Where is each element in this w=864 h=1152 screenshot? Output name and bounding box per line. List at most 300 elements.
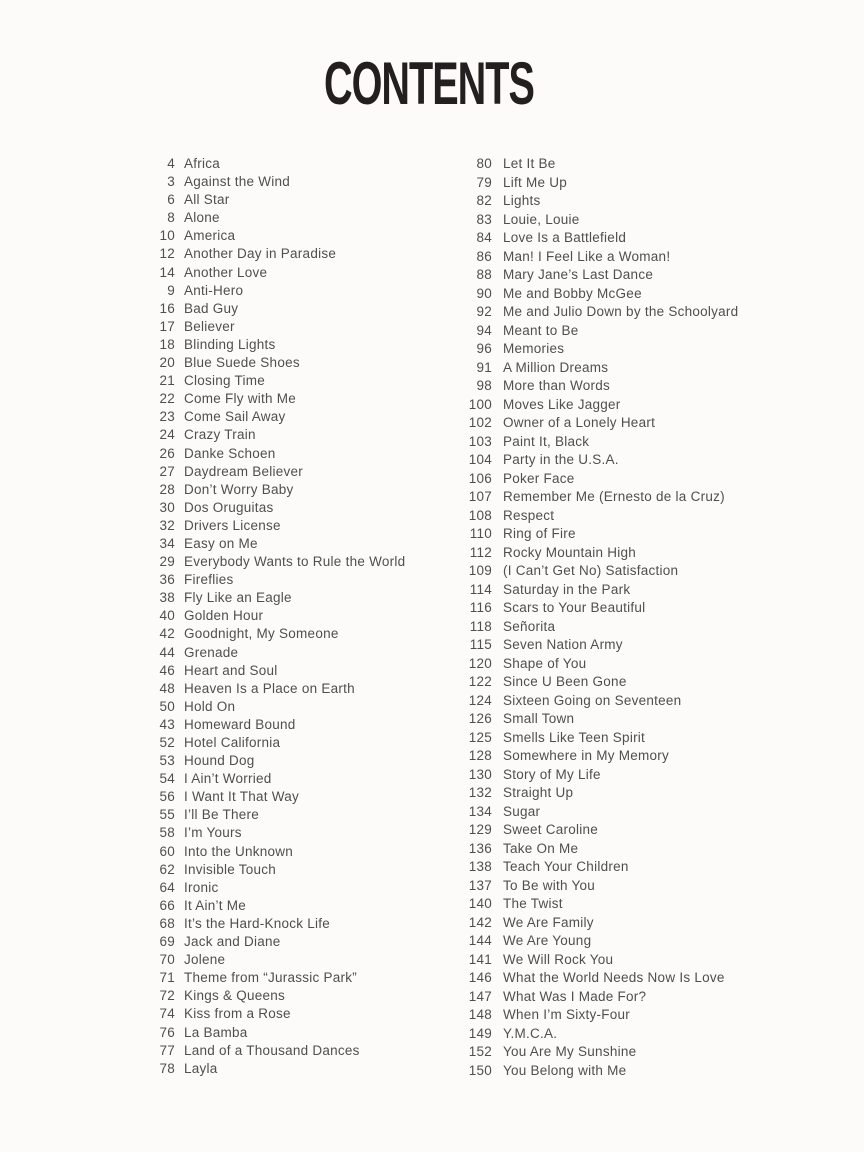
toc-song-title: Poker Face bbox=[503, 470, 575, 486]
toc-entry bbox=[132, 861, 405, 879]
toc-page-number: 28 bbox=[159, 481, 175, 497]
toc-page-number: 104 bbox=[468, 452, 492, 467]
toc-entry bbox=[132, 463, 405, 481]
toc-page-number: 102 bbox=[468, 415, 492, 430]
toc-song-title: Paint It, Black bbox=[503, 433, 590, 449]
toc-song-title: Sixteen Going on Seventeen bbox=[503, 692, 682, 708]
toc-song-title: Dos Oruguitas bbox=[184, 499, 274, 515]
toc-entry bbox=[450, 248, 738, 267]
toc-page-number: 140 bbox=[468, 896, 492, 911]
toc-page-number: 94 bbox=[476, 322, 492, 338]
toc-page-number: 124 bbox=[468, 692, 492, 708]
toc-song-title: Daydream Believer bbox=[184, 463, 304, 479]
toc-entry bbox=[132, 426, 405, 444]
toc-page-number: 82 bbox=[476, 193, 492, 208]
toc-song-title: Story of My Life bbox=[503, 766, 601, 782]
toc-entry bbox=[450, 988, 738, 1007]
toc-page-number: 69 bbox=[159, 934, 175, 950]
toc-song-title: It’s the Hard-Knock Life bbox=[184, 915, 331, 931]
toc-song-title: America bbox=[184, 228, 236, 244]
toc-page-number: 14 bbox=[159, 264, 175, 280]
toc-entry bbox=[450, 1043, 738, 1062]
toc-page-number: 128 bbox=[468, 748, 492, 763]
toc-entry bbox=[450, 747, 738, 766]
toc-page-number: 142 bbox=[468, 914, 492, 930]
toc-entry bbox=[450, 969, 738, 988]
toc-song-title: All Star bbox=[184, 192, 230, 208]
toc-page-number: 27 bbox=[159, 463, 175, 479]
toc-page-number: 30 bbox=[159, 499, 175, 515]
toc-song-title: Teach Your Children bbox=[503, 859, 629, 874]
toc-page-number: 120 bbox=[468, 655, 492, 671]
toc-page-number: 147 bbox=[468, 988, 492, 1004]
toc-entry bbox=[450, 155, 738, 174]
toc-entry bbox=[132, 571, 405, 589]
toc-entry bbox=[450, 525, 738, 544]
toc-entry bbox=[450, 229, 738, 248]
toc-song-title: Goodnight, My Someone bbox=[184, 626, 339, 642]
toc-song-title: Moves Like Jagger bbox=[503, 396, 621, 412]
toc-page-number: 71 bbox=[159, 970, 175, 986]
toc-song-title: Golden Hour bbox=[184, 608, 264, 624]
toc-page-number: 62 bbox=[159, 861, 175, 877]
toc-entry bbox=[450, 174, 738, 193]
toc-entry bbox=[132, 915, 405, 933]
toc-entry bbox=[132, 408, 405, 426]
toc-entry bbox=[132, 227, 405, 245]
toc-entry bbox=[132, 264, 405, 282]
toc-song-title: The Twist bbox=[503, 896, 563, 911]
toc-page-number: 83 bbox=[476, 211, 492, 227]
toc-song-title: Respect bbox=[503, 507, 555, 523]
toc-page-number: 132 bbox=[468, 785, 492, 800]
toc-page-number: 10 bbox=[159, 228, 175, 244]
toc-page-number: 26 bbox=[159, 445, 175, 461]
toc-entry bbox=[450, 803, 738, 822]
toc-page-number: 116 bbox=[469, 600, 492, 615]
toc-entry bbox=[450, 636, 738, 655]
toc-entry bbox=[450, 285, 738, 304]
toc-page-number: 79 bbox=[476, 174, 492, 190]
toc-entry bbox=[132, 390, 405, 408]
toc-song-title: Owner of a Lonely Heart bbox=[503, 415, 656, 430]
toc-entry bbox=[132, 589, 405, 607]
toc-song-title: Drivers License bbox=[184, 517, 281, 533]
toc-page-number: 152 bbox=[468, 1044, 492, 1059]
toc-page-number: 56 bbox=[159, 789, 175, 805]
toc-entry bbox=[132, 445, 405, 463]
toc-entry bbox=[132, 933, 405, 951]
toc-page-number: 130 bbox=[468, 766, 492, 782]
toc-song-title: Against the Wind bbox=[184, 174, 291, 190]
toc-page-number: 46 bbox=[159, 662, 175, 678]
toc-entry bbox=[132, 1005, 405, 1023]
toc-song-title: Me and Bobby McGee bbox=[503, 285, 642, 301]
toc-column-right bbox=[450, 155, 738, 1080]
toc-song-title: When I’m Sixty-Four bbox=[503, 1007, 631, 1022]
toc-entry bbox=[450, 710, 738, 729]
toc-entry bbox=[132, 644, 405, 662]
toc-song-title: I’m Yours bbox=[184, 825, 242, 841]
toc-song-title: Blue Suede Shoes bbox=[184, 355, 300, 371]
toc-entry bbox=[450, 303, 738, 322]
toc-entry bbox=[450, 618, 738, 637]
toc-page-number: 122 bbox=[468, 674, 492, 689]
toc-page-number: 18 bbox=[159, 336, 175, 352]
toc-song-title: Man! I Feel Like a Woman! bbox=[503, 248, 671, 264]
toc-page-number: 76 bbox=[159, 1024, 175, 1040]
toc-entry bbox=[132, 1024, 405, 1042]
toc-entry bbox=[450, 858, 738, 877]
toc-entry bbox=[450, 340, 738, 359]
toc-song-title: We Will Rock You bbox=[503, 951, 614, 967]
toc-page-number: 150 bbox=[468, 1062, 492, 1078]
toc-page-number: 4 bbox=[167, 156, 175, 171]
toc-song-title: Another Love bbox=[184, 264, 268, 280]
toc-song-title: Kiss from a Rose bbox=[184, 1006, 291, 1022]
toc-song-title: Ironic bbox=[184, 879, 219, 895]
toc-page-number: 86 bbox=[476, 248, 492, 264]
toc-song-title: Hold On bbox=[184, 698, 236, 714]
toc-page-number: 114 bbox=[469, 581, 492, 597]
toc-song-title: What the World Needs Now Is Love bbox=[503, 970, 725, 985]
toc-page-number: 84 bbox=[476, 230, 492, 245]
toc-entry bbox=[450, 692, 738, 711]
toc-song-title: I Ain’t Worried bbox=[184, 771, 272, 787]
toc-song-title: Love Is a Battlefield bbox=[503, 230, 627, 245]
toc-song-title: Straight Up bbox=[503, 785, 574, 800]
toc-entry bbox=[132, 173, 405, 191]
toc-entry bbox=[450, 895, 738, 914]
toc-page-number: 141 bbox=[468, 951, 492, 967]
toc-song-title: I’ll Be There bbox=[184, 807, 260, 823]
toc-page-number: 38 bbox=[159, 590, 175, 606]
toc-page-number: 80 bbox=[476, 156, 492, 171]
toc-page-number: 109 bbox=[468, 563, 492, 578]
toc-entry bbox=[450, 322, 738, 341]
page-title: CONTENTS bbox=[324, 50, 534, 117]
toc-page-number: 12 bbox=[159, 246, 175, 262]
toc-page-number: 134 bbox=[468, 803, 492, 819]
toc-song-title: Memories bbox=[503, 341, 565, 356]
toc-page-number: 137 bbox=[468, 877, 492, 893]
toc-page-number: 74 bbox=[159, 1006, 175, 1022]
toc-page-number: 16 bbox=[159, 300, 175, 316]
toc-entry bbox=[132, 625, 405, 643]
toc-song-title: Grenade bbox=[184, 644, 239, 660]
toc-page-number: 55 bbox=[159, 807, 175, 823]
toc-page-number: 36 bbox=[159, 572, 175, 588]
toc-page-number: 24 bbox=[159, 427, 175, 443]
toc-song-title: Invisible Touch bbox=[184, 861, 277, 877]
toc-song-title: We Are Family bbox=[503, 914, 594, 930]
toc-song-title: Sugar bbox=[503, 803, 541, 819]
toc-song-title: Blinding Lights bbox=[184, 336, 276, 352]
toc-page-number: 23 bbox=[159, 409, 175, 425]
toc-song-title: You Are My Sunshine bbox=[503, 1044, 637, 1059]
toc-entry bbox=[132, 191, 405, 209]
toc-page-number: 3 bbox=[167, 174, 175, 190]
toc-song-title: Heaven Is a Place on Earth bbox=[184, 680, 355, 696]
toc-song-title: To Be with You bbox=[503, 877, 596, 893]
toc-entry bbox=[132, 318, 405, 336]
toc-entry bbox=[450, 673, 738, 692]
toc-page-number: 54 bbox=[159, 771, 175, 787]
toc-song-title: Rocky Mountain High bbox=[503, 544, 637, 560]
toc-page-number: 90 bbox=[476, 285, 492, 301]
toc-entry bbox=[450, 451, 738, 470]
toc-song-title: Jack and Diane bbox=[184, 934, 281, 950]
toc-song-title: Bad Guy bbox=[184, 300, 239, 316]
toc-entry bbox=[132, 788, 405, 806]
toc-entry bbox=[450, 507, 738, 526]
toc-song-title: More than Words bbox=[503, 378, 611, 393]
toc-entry bbox=[132, 680, 405, 698]
toc-song-title: Mary Jane’s Last Dance bbox=[503, 267, 654, 282]
toc-song-title: Everybody Wants to Rule the World bbox=[184, 554, 406, 570]
toc-entry bbox=[132, 843, 405, 861]
toc-entry bbox=[132, 987, 405, 1005]
toc-song-title: Kings & Queens bbox=[184, 988, 286, 1004]
toc-song-title: Hotel California bbox=[184, 735, 281, 750]
toc-song-title: You Belong with Me bbox=[503, 1062, 627, 1078]
toc-entry bbox=[132, 354, 405, 372]
toc-song-title: Since U Been Gone bbox=[503, 674, 627, 689]
toc-entry bbox=[450, 951, 738, 970]
toc-entry bbox=[132, 372, 405, 390]
toc-page-number: 8 bbox=[167, 210, 175, 226]
toc-entry bbox=[450, 414, 738, 433]
toc-song-title: Alone bbox=[184, 210, 220, 226]
toc-entry bbox=[450, 655, 738, 674]
toc-entry bbox=[132, 553, 405, 571]
toc-page-number: 78 bbox=[159, 1060, 175, 1076]
toc-page-number: 126 bbox=[468, 711, 492, 726]
toc-song-title: Danke Schoen bbox=[184, 445, 276, 461]
toc-page-number: 125 bbox=[468, 729, 492, 745]
toc-song-title: Jolene bbox=[184, 952, 226, 968]
toc-page-number: 110 bbox=[469, 526, 492, 541]
toc-page-number: 100 bbox=[468, 396, 492, 412]
toc-page-number: 118 bbox=[469, 618, 492, 634]
toc-song-title: Come Fly with Me bbox=[184, 391, 297, 407]
toc-song-title: Theme from “Jurassic Park” bbox=[184, 970, 358, 986]
toc-entry bbox=[132, 734, 405, 752]
toc-entry bbox=[132, 1042, 405, 1060]
toc-page-number: 66 bbox=[159, 897, 175, 913]
toc-song-title: Y.M.C.A. bbox=[503, 1025, 558, 1041]
toc-entry bbox=[132, 481, 405, 499]
toc-page-number: 58 bbox=[159, 825, 175, 841]
toc-entry bbox=[450, 914, 738, 933]
toc-page-number: 32 bbox=[159, 517, 175, 533]
toc-page-number: 52 bbox=[159, 735, 175, 750]
toc-page-number: 98 bbox=[476, 378, 492, 393]
toc-entry bbox=[450, 488, 738, 507]
toc-entry bbox=[132, 662, 405, 680]
toc-entry bbox=[450, 470, 738, 489]
toc-song-title: Lift Me Up bbox=[503, 174, 568, 190]
toc-song-title: Smells Like Teen Spirit bbox=[503, 729, 646, 745]
toc-song-title: A Million Dreams bbox=[503, 359, 609, 375]
toc-page-number: 103 bbox=[468, 433, 492, 449]
toc-song-title: Lights bbox=[503, 193, 541, 208]
toc-song-title: Closing Time bbox=[184, 373, 266, 389]
toc-entry bbox=[450, 377, 738, 396]
toc-song-title: Saturday in the Park bbox=[503, 581, 631, 597]
toc-entry bbox=[132, 879, 405, 897]
toc-entry bbox=[450, 359, 738, 378]
toc-song-title: Come Sail Away bbox=[184, 409, 286, 425]
toc-page-number: 112 bbox=[469, 544, 492, 560]
toc-page-number: 22 bbox=[159, 391, 175, 407]
toc-entry bbox=[132, 155, 405, 173]
toc-page-number: 106 bbox=[468, 470, 492, 486]
toc-page-number: 43 bbox=[159, 716, 175, 732]
toc-page-number: 70 bbox=[159, 952, 175, 968]
toc-entry bbox=[132, 897, 405, 915]
toc-song-title: Heart and Soul bbox=[184, 662, 278, 678]
toc-page-number: 149 bbox=[468, 1025, 492, 1041]
toc-entry bbox=[450, 840, 738, 859]
toc-entry bbox=[450, 877, 738, 896]
toc-page-number: 146 bbox=[468, 970, 492, 985]
toc-song-title: Louie, Louie bbox=[503, 211, 580, 227]
toc-song-title: Remember Me (Ernesto de la Cruz) bbox=[503, 489, 725, 504]
toc-song-title: Let It Be bbox=[503, 156, 556, 171]
toc-entry bbox=[450, 821, 738, 840]
toc-page-number: 88 bbox=[476, 267, 492, 282]
toc-song-title: Hound Dog bbox=[184, 753, 255, 769]
toc-page-number: 96 bbox=[476, 341, 492, 356]
toc-entry bbox=[132, 300, 405, 318]
toc-page-number: 138 bbox=[468, 859, 492, 874]
toc-song-title: Me and Julio Down by the Schoolyard bbox=[503, 304, 739, 319]
toc-page-number: 21 bbox=[159, 373, 175, 389]
toc-entry bbox=[450, 544, 738, 563]
toc-entry bbox=[132, 951, 405, 969]
toc-page-number: 42 bbox=[159, 626, 175, 642]
toc-song-title: We Are Young bbox=[503, 933, 592, 948]
toc-entry bbox=[450, 211, 738, 230]
toc-song-title: Party in the U.S.A. bbox=[503, 452, 619, 467]
toc-entry bbox=[450, 1062, 738, 1081]
toc-page-number: 44 bbox=[159, 644, 175, 660]
toc-song-title: (I Can’t Get No) Satisfaction bbox=[503, 563, 679, 578]
toc-entry bbox=[450, 932, 738, 951]
toc-entry bbox=[450, 396, 738, 415]
toc-entry bbox=[450, 433, 738, 452]
toc-entry bbox=[450, 784, 738, 803]
toc-entry bbox=[450, 599, 738, 618]
toc-page-number: 40 bbox=[159, 608, 175, 624]
toc-entry bbox=[132, 499, 405, 517]
toc-entry bbox=[132, 282, 405, 300]
toc-page-number: 115 bbox=[469, 637, 492, 652]
toc-column-left bbox=[132, 155, 405, 1078]
toc-entry bbox=[132, 716, 405, 734]
toc-page-number: 148 bbox=[468, 1007, 492, 1022]
toc-song-title: Crazy Train bbox=[184, 427, 256, 443]
toc-entry bbox=[450, 562, 738, 581]
toc-song-title: Fireflies bbox=[184, 572, 234, 588]
toc-entry bbox=[132, 770, 405, 788]
toc-entry bbox=[450, 192, 738, 211]
toc-song-title: Somewhere in My Memory bbox=[503, 748, 670, 763]
toc-song-title: Shape of You bbox=[503, 655, 587, 671]
toc-song-title: Anti-Hero bbox=[184, 282, 244, 298]
toc-entry bbox=[132, 245, 405, 263]
toc-page-number: 64 bbox=[159, 879, 175, 895]
toc-page-number: 6 bbox=[167, 192, 175, 208]
toc-song-title: Land of a Thousand Dances bbox=[184, 1042, 360, 1058]
toc-entry bbox=[132, 806, 405, 824]
toc-song-title: Sweet Caroline bbox=[503, 822, 599, 837]
toc-page-number: 29 bbox=[159, 554, 175, 570]
toc-entry bbox=[450, 1006, 738, 1025]
toc-entry bbox=[132, 209, 405, 227]
toc-song-title: Layla bbox=[184, 1060, 218, 1076]
toc-page-number: 50 bbox=[159, 698, 175, 714]
toc-song-title: What Was I Made For? bbox=[503, 988, 647, 1004]
toc-entry bbox=[132, 1060, 405, 1078]
toc-song-title: Easy on Me bbox=[184, 535, 258, 551]
toc-entry bbox=[132, 698, 405, 716]
toc-page-number: 129 bbox=[468, 822, 492, 837]
toc-entry bbox=[132, 336, 405, 354]
toc-song-title: I Want It That Way bbox=[184, 789, 300, 805]
toc-entry bbox=[450, 581, 738, 600]
toc-entry bbox=[450, 266, 738, 285]
toc-entry bbox=[132, 824, 405, 842]
toc-page-number: 9 bbox=[167, 282, 175, 298]
toc-entry bbox=[132, 517, 405, 535]
toc-song-title: Fly Like an Eagle bbox=[184, 590, 292, 606]
toc-page-number: 48 bbox=[159, 680, 175, 696]
toc-song-title: Scars to Your Beautiful bbox=[503, 600, 646, 615]
toc-page-number: 108 bbox=[468, 507, 492, 523]
toc-entry bbox=[132, 969, 405, 987]
toc-page-number: 72 bbox=[159, 988, 175, 1004]
toc-entry bbox=[132, 535, 405, 553]
toc-page-number: 144 bbox=[468, 933, 492, 948]
toc-page-number: 17 bbox=[159, 318, 175, 334]
toc-song-title: Believer bbox=[184, 318, 235, 334]
toc-entry bbox=[450, 729, 738, 748]
toc-song-title: It Ain’t Me bbox=[184, 897, 247, 913]
toc-page-number: 53 bbox=[159, 753, 175, 769]
toc-page-number: 77 bbox=[159, 1042, 175, 1058]
toc-entry bbox=[450, 766, 738, 785]
toc-song-title: Africa bbox=[184, 156, 221, 171]
toc-song-title: Take On Me bbox=[503, 840, 579, 856]
toc-page-number: 136 bbox=[468, 840, 492, 856]
toc-song-title: Ring of Fire bbox=[503, 526, 576, 541]
toc-page-number: 91 bbox=[476, 359, 492, 375]
toc-page-number: 68 bbox=[159, 915, 175, 931]
toc-page-number: 34 bbox=[159, 535, 175, 551]
toc-song-title: Another Day in Paradise bbox=[184, 246, 337, 262]
toc-entry bbox=[132, 607, 405, 625]
toc-song-title: Into the Unknown bbox=[184, 843, 294, 859]
toc-entry bbox=[132, 752, 405, 770]
toc-song-title: Homeward Bound bbox=[184, 716, 296, 732]
toc-page-number: 60 bbox=[159, 843, 175, 859]
toc-song-title: Señorita bbox=[503, 618, 556, 634]
toc-song-title: Don’t Worry Baby bbox=[184, 481, 294, 497]
toc-page-number: 107 bbox=[468, 489, 492, 504]
toc-song-title: Seven Nation Army bbox=[503, 637, 623, 652]
